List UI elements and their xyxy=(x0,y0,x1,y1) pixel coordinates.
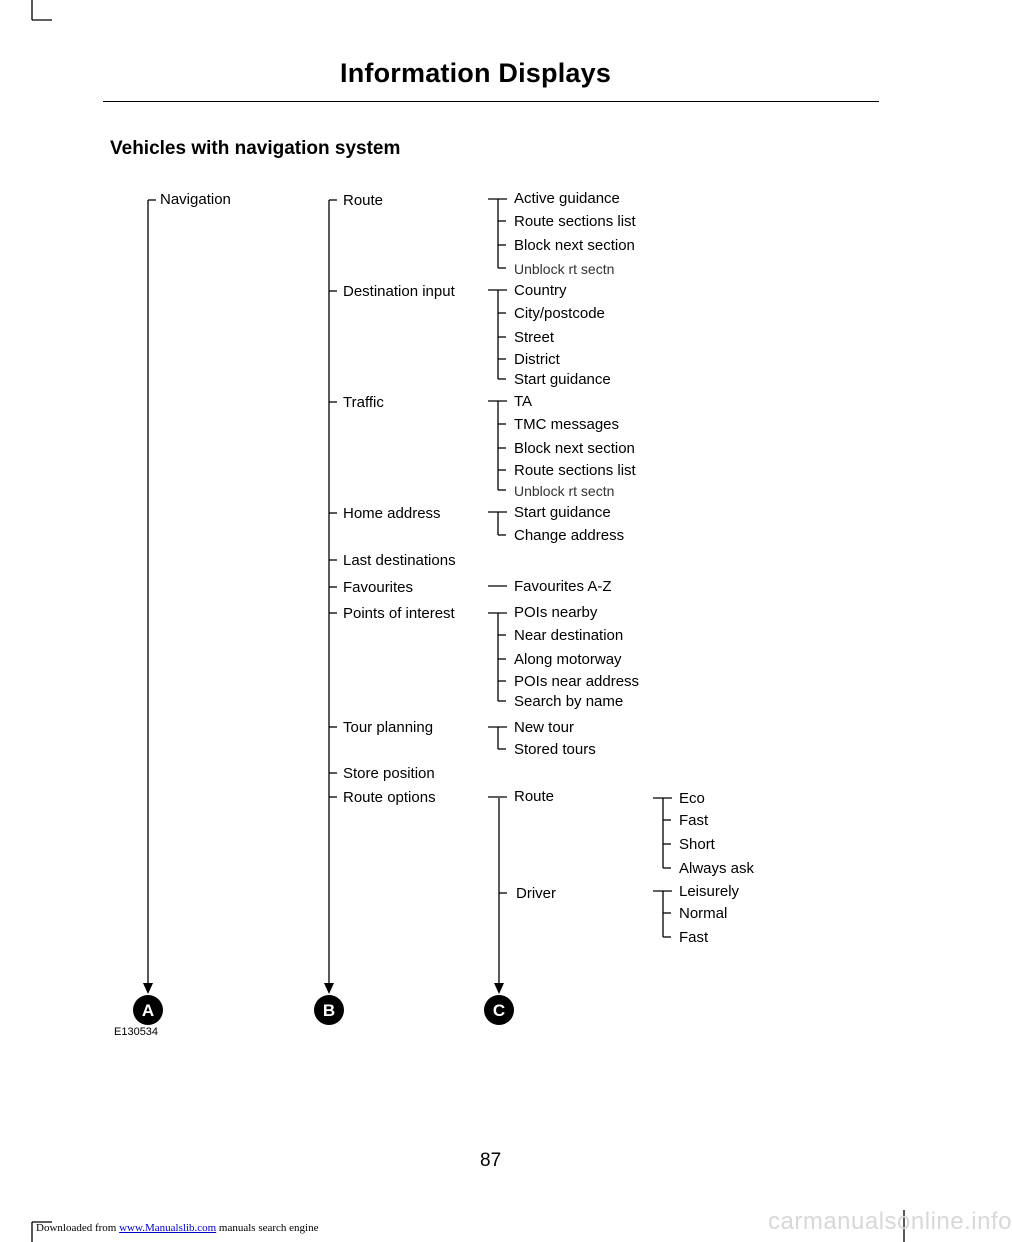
footer-suffix: manuals search engine xyxy=(218,1222,319,1234)
tree-subitem: Stored tours xyxy=(514,741,596,758)
tree-subitem: TMC messages xyxy=(514,416,620,433)
tree-subitem: Street xyxy=(514,329,555,346)
manualslib-link[interactable]: www.Manualslib.com xyxy=(119,1222,217,1234)
tree-item-favourites: Favourites xyxy=(343,579,414,596)
tree-subitem: Near destination xyxy=(514,627,624,644)
tree-subitem: New tour xyxy=(514,719,575,736)
tree-subitem: Start guidance xyxy=(514,371,611,388)
badge-b xyxy=(314,995,344,1025)
tree-leaf: Fast xyxy=(679,812,709,829)
page-number: 87 xyxy=(480,1150,502,1171)
tree-subitem: District xyxy=(514,351,560,368)
tree-item-route-options: Route options xyxy=(343,789,436,806)
tree-subitem: Favourites A-Z xyxy=(514,578,612,595)
tree-subitem: Route xyxy=(514,788,555,805)
tree-leaf: Leisurely xyxy=(679,883,740,900)
tree-subitem: Unblock rt sectn xyxy=(514,261,615,277)
tree-subitem: Change address xyxy=(514,527,625,544)
tree-subitem: Start guidance xyxy=(514,504,611,521)
tree-leaf: Normal xyxy=(679,905,728,922)
tree-subitem: POIs near address xyxy=(514,673,640,690)
tree-leaf: Always ask xyxy=(679,860,755,877)
page-title: Information Displays xyxy=(340,58,612,88)
badge-a xyxy=(133,995,163,1025)
tree-subitem: Block next section xyxy=(514,440,635,457)
tree-leaf: Eco xyxy=(679,790,705,807)
tree-subitem: Active guidance xyxy=(514,190,620,207)
tree-subitem: Unblock rt sectn xyxy=(514,483,615,499)
footer-prefix: Downloaded from xyxy=(36,1222,117,1234)
svg-text:C: C xyxy=(492,1001,506,1020)
crop-marks xyxy=(32,0,904,1242)
tree-subitem: Driver xyxy=(516,885,556,902)
tree-leaf: Fast xyxy=(679,929,709,946)
tree-subitem: Block next section xyxy=(514,237,635,254)
tree-item-store-position: Store position xyxy=(343,765,435,782)
tree-subitem: Search by name xyxy=(514,693,624,710)
tree-item-home-address: Home address xyxy=(343,505,441,522)
tree-item-tour-planning: Tour planning xyxy=(343,719,434,736)
svg-text:B: B xyxy=(322,1001,336,1020)
tree-item-destination-input: Destination input xyxy=(343,283,455,300)
figure-code: E130534 xyxy=(114,1026,159,1038)
tree-level-a-label: Navigation xyxy=(160,191,231,208)
tree-subitem: TA xyxy=(514,393,533,410)
svg-text:A: A xyxy=(141,1001,155,1020)
tree-leaf: Short xyxy=(679,836,715,853)
download-footer xyxy=(36,1222,318,1234)
tree-subitem: Country xyxy=(514,282,567,299)
tree-subitem: POIs nearby xyxy=(514,604,598,621)
tree-subitem: Route sections list xyxy=(514,213,636,230)
tree-item-last-destinations: Last destinations xyxy=(343,552,456,569)
section-heading: Vehicles with navigation system xyxy=(110,138,401,159)
tree-subitem: City/postcode xyxy=(514,305,605,322)
badge-c xyxy=(484,995,514,1025)
tree-item-traffic: Traffic xyxy=(343,394,384,411)
watermark: carmanualsonline.info xyxy=(768,1208,1012,1235)
tree-subitem: Route sections list xyxy=(514,462,636,479)
tree-item-points-of-interest: Points of interest xyxy=(343,605,455,622)
tree-item-route: Route xyxy=(343,192,384,209)
tree-subitem: Along motorway xyxy=(514,651,622,668)
